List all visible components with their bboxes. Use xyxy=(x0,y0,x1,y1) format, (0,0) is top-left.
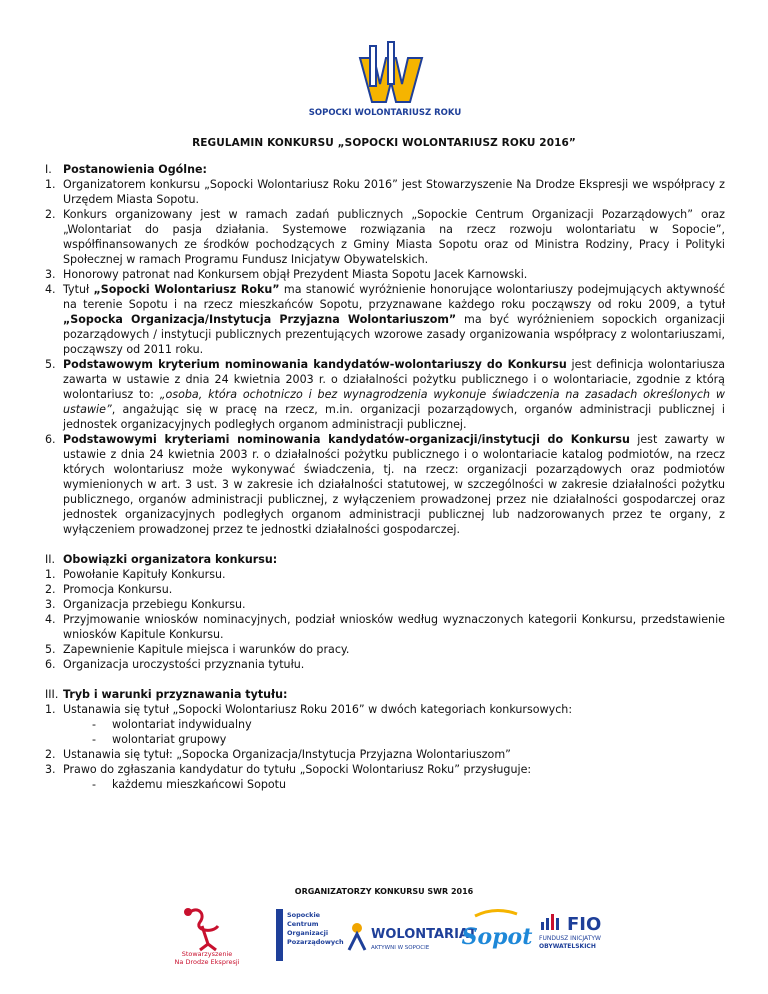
svg-text:FUNDUSZ INICJATYW: FUNDUSZ INICJATYW xyxy=(539,935,601,942)
regulation-item xyxy=(45,357,725,432)
text-segment: ma stanowić wyróżnienie honorujące wolontariuszy podejmujących aktywność na terenie Sopotu i na rzecz mieszkańców Sopotu, przyznawane każdego roku począwszy od roku 2009, a tytuł xyxy=(63,283,725,311)
svg-text:WOLONTARIAT: WOLONTARIAT xyxy=(371,927,477,942)
regulation-item xyxy=(45,177,725,207)
item-text xyxy=(63,702,725,717)
item-number: 5. xyxy=(45,643,56,656)
text-segment: , angażując się w pracę na rzecz, m.in. organizacji pozarządowych, organów administracji publicznej i jednostek organizacyjnych podległych organom administracji publicznej. xyxy=(63,403,725,431)
regulation-section xyxy=(45,687,725,792)
item-number: 3. xyxy=(45,763,56,776)
item-text xyxy=(63,357,725,432)
svg-text:Centrum: Centrum xyxy=(287,920,319,928)
item-text xyxy=(63,612,725,642)
regulations-body xyxy=(45,162,725,807)
svg-text:Sopockie: Sopockie xyxy=(287,911,321,919)
section-title: Postanowienia Ogólne: xyxy=(63,163,207,176)
svg-text:AKTYWNI W SOPOCIE: AKTYWNI W SOPOCIE xyxy=(371,945,430,951)
item-number: 4. xyxy=(45,613,56,626)
text-segment: Zapewnienie Kapitule miejsca i warunków do pracy. xyxy=(63,643,350,656)
sub-item-text: wolontariat indywidualny xyxy=(112,718,252,731)
text-segment: Ustanawia się tytuł: „Sopocka Organizacja/Instytucja Przyjazna Wolontariuszom” xyxy=(63,748,511,761)
item-text xyxy=(63,207,725,267)
item-text xyxy=(63,282,725,357)
svg-text:Sopot: Sopot xyxy=(461,924,533,950)
regulation-item xyxy=(45,747,725,762)
sub-item xyxy=(45,732,725,747)
bold-phrase: „Sopocki Wolontariusz Roku” xyxy=(93,283,280,296)
item-text xyxy=(63,642,725,657)
item-number: 4. xyxy=(45,283,56,296)
regulation-item xyxy=(45,582,725,597)
text-segment: Prawo do zgłaszania kandydatur do tytułu „Sopocki Wolontariusz Roku” przysługuje: xyxy=(63,763,532,776)
regulation-item xyxy=(45,567,725,582)
svg-text:Pozarządowych: Pozarządowych xyxy=(287,938,344,946)
na-drodze-ekspresji-logo xyxy=(172,904,242,966)
sub-item xyxy=(45,777,725,792)
regulation-item xyxy=(45,207,725,267)
section-heading xyxy=(45,162,725,177)
text-segment: Organizacja uroczystości przyznania tytułu. xyxy=(63,658,305,671)
wolontariat-logo xyxy=(345,914,477,956)
dash-bullet: - xyxy=(92,778,97,791)
item-text xyxy=(63,177,725,207)
regulation-item xyxy=(45,702,725,717)
item-number: 3. xyxy=(45,268,56,281)
text-segment: Organizacja przebiegu Konkursu. xyxy=(63,598,246,611)
dash-bullet: - xyxy=(92,733,97,746)
regulation-item xyxy=(45,432,725,537)
text-segment: jest zawarty w ustawie z dnia 24 kwietnia 2003 r. o działalności pożytku publicznego i o wolontariacie katalog podmiotów, na rzecz których wolontariusz może wykonywać świadczenia, tj. na rzecz: organizacji pozarządowych oraz podmiotów wymienionych w art. 3 ust. 3 w zakresie ich działalności statutowej, w szczególności w zakresie działalności pożytku publicznego, organów administracji publicznej, z wyłączeniem prowadzonej przez nie działalności gospodarczej oraz jednostek organizacyjnych podległych organom administracji publicznej lub nadzorowanych przez te organy, z wyłączeniem prowadzonej przez te jednostki działalności gospodarczej. xyxy=(63,433,725,536)
item-number: 5. xyxy=(45,358,56,371)
item-text xyxy=(63,762,725,777)
item-text xyxy=(63,657,725,672)
dash-bullet: - xyxy=(92,718,97,731)
text-segment: Przyjmowanie wniosków nominacyjnych, podział wniosków według wyznaczonych kategorii Konkursu, przedstawienie wniosków Kapitule Konkursu. xyxy=(63,613,725,641)
bold-phrase: „Sopocka Organizacja/Instytucja Przyjazna Wolontariuszom” xyxy=(63,313,457,326)
svg-text:Organizacji: Organizacji xyxy=(287,929,329,937)
regulation-item xyxy=(45,267,725,282)
item-number: 2. xyxy=(45,208,56,221)
item-number: 1. xyxy=(45,568,56,581)
sponsor-logos xyxy=(0,900,768,970)
svg-text:FIO: FIO xyxy=(567,914,602,935)
text-segment: jest definicja wolontariusza zawarta w ustawie z dnia 24 kwietnia 2003 r. o działalności pożytku publicznego i o wolontariacie, zgodnie z którą wolontariusz to: xyxy=(63,358,725,401)
svg-text:Stowarzyszenie: Stowarzyszenie xyxy=(181,950,233,958)
sub-item xyxy=(45,717,725,732)
section-number: III. xyxy=(45,688,59,701)
bold-phrase: Podstawowym kryterium nominowania kandydatów-wolontariuszy do Konkursu xyxy=(63,358,567,371)
regulation-section xyxy=(45,162,725,537)
item-number: 1. xyxy=(45,703,56,716)
regulation-item xyxy=(45,282,725,357)
regulation-item xyxy=(45,612,725,642)
svg-text:OBYWATELSKICH: OBYWATELSKICH xyxy=(539,943,596,950)
organizers-heading: ORGANIZATORZY KONKURSU SWR 2016 xyxy=(294,887,474,896)
item-text xyxy=(63,747,725,762)
sopockie-centrum-logo xyxy=(275,908,344,964)
section-number: I. xyxy=(45,163,52,176)
regulation-item xyxy=(45,657,725,672)
item-text xyxy=(63,567,725,582)
item-text xyxy=(63,432,725,537)
item-text xyxy=(63,597,725,612)
regulation-item xyxy=(45,762,725,777)
section-heading xyxy=(45,552,725,567)
item-number: 2. xyxy=(45,583,56,596)
item-number: 6. xyxy=(45,658,56,671)
section-title: Tryb i warunki przyznawania tytułu: xyxy=(63,688,288,701)
text-segment: Honorowy patronat nad Konkursem objął Prezydent Miasta Sopotu Jacek Karnowski. xyxy=(63,268,528,281)
section-heading xyxy=(45,687,725,702)
italic-quote: „osoba, która ochotniczo i bez wynagrodzenia wykonuje świadczenia na zasadach określonych w ustawie” xyxy=(63,388,725,416)
text-segment: Ustanawia się tytuł „Sopocki Wolontariusz Roku 2016” w dwóch kategoriach konkursowych: xyxy=(63,703,573,716)
regulation-item xyxy=(45,642,725,657)
text-segment: Konkurs organizowany jest w ramach zadań publicznych „Sopockie Centrum Organizacji Pozarządowych” oraz „Wolontariat do pasja działania. Systemowe rozwiązania na rzecz rozwoju wolontariatu w Sopocie”, współfinansowanych ze środków pochodzących z Gminy Miasta Sopotu oraz od Ministra Rodziny, Pracy i Polityki Społecznej w ramach Programu Fundusz Inicjatyw Obywatelskich. xyxy=(63,208,725,266)
item-number: 1. xyxy=(45,178,56,191)
svg-text:Na Drodze Ekspresji: Na Drodze Ekspresji xyxy=(174,958,240,966)
item-text xyxy=(63,267,725,282)
text-segment: ma być wyróżnieniem sopockich organizacji pozarządowych / instytucji publicznych prezentujących wzorowe zasady organizowania współpracy z wolontariuszami, począwszy od 2011 roku. xyxy=(63,313,725,356)
sopot-logo xyxy=(461,906,533,962)
item-number: 2. xyxy=(45,748,56,761)
section-title: Obowiązki organizatora konkursu: xyxy=(63,553,278,566)
contest-logo xyxy=(308,40,462,120)
regulation-section xyxy=(45,552,725,672)
sub-item-text: wolontariat grupowy xyxy=(112,733,227,746)
section-number: II. xyxy=(45,553,56,566)
item-text xyxy=(63,582,725,597)
fio-logo xyxy=(537,906,629,962)
text-segment: Tytuł xyxy=(63,283,94,296)
sub-item-text: każdemu mieszkańcowi Sopotu xyxy=(112,778,287,791)
text-segment: Promocja Konkursu. xyxy=(63,583,173,596)
bold-phrase: Podstawowymi kryteriami nominowania kandydatów-organizacji/instytucji do Konkursu xyxy=(63,433,630,446)
logo-wordmark: SOPOCKI WOLONTARIUSZ ROKU xyxy=(308,108,462,118)
item-number: 6. xyxy=(45,433,56,446)
document-title: REGULAMIN KONKURSU „SOPOCKI WOLONTARIUSZ ROKU 2016” xyxy=(192,137,576,149)
text-segment: Powołanie Kapituły Konkursu. xyxy=(63,568,226,581)
item-number: 3. xyxy=(45,598,56,611)
regulation-item xyxy=(45,597,725,612)
text-segment: Organizatorem konkursu „Sopocki Wolontariusz Roku 2016” jest Stowarzyszenie Na Drodze Ekspresji we współpracy z Urzędem Miasta Sopotu. xyxy=(63,178,725,206)
